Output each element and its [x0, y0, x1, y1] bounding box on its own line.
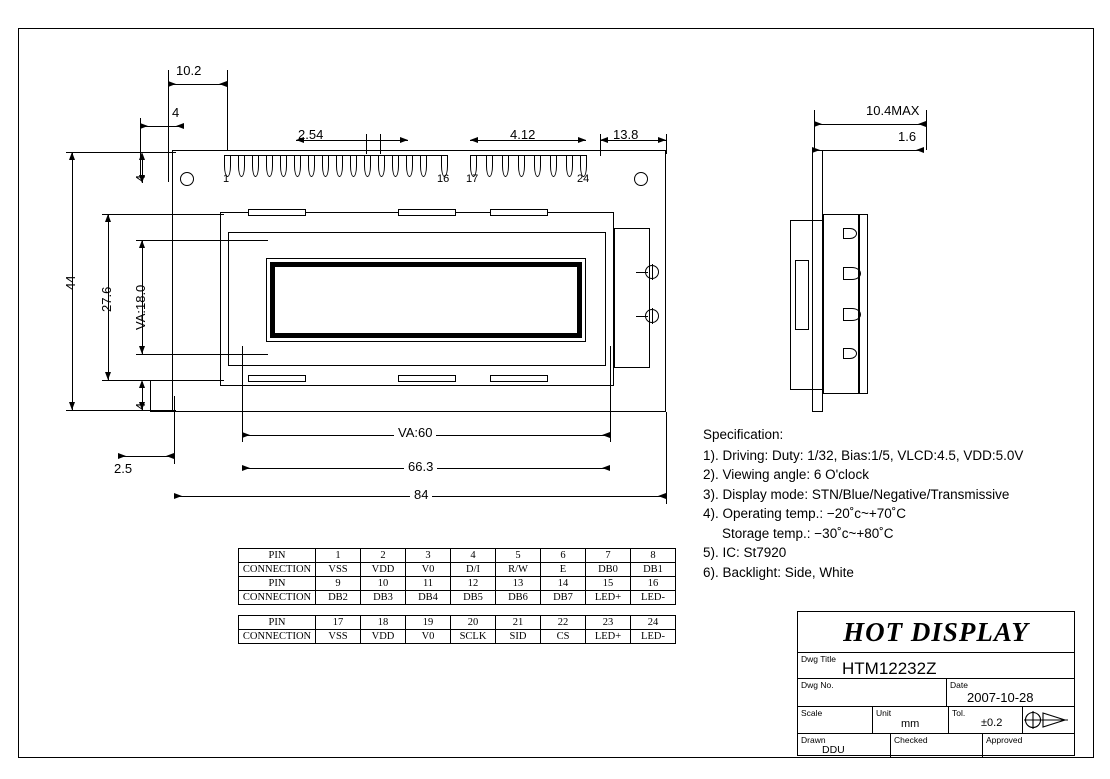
pin-table-2-r1-label: PIN	[239, 616, 316, 630]
pin-19	[502, 155, 509, 177]
viewing-area-active	[270, 262, 582, 338]
dim-label-2-5: 2.5	[114, 461, 133, 476]
pin-table-1-r2-c7: DB0	[586, 563, 631, 577]
screw-cross-upper	[652, 264, 653, 280]
pin-table-block-2	[238, 615, 676, 644]
spec-item-6-text: IC: St7920	[722, 545, 787, 560]
date-caption: Date	[950, 680, 968, 690]
arrow-4-top-left	[140, 123, 148, 129]
pin-table-1-r2-c1: VSS	[316, 563, 361, 577]
pin-table-2-r2-c8: LED-	[631, 630, 676, 644]
pin-18	[486, 155, 493, 177]
pin-6	[294, 155, 301, 177]
spec-item-2	[703, 465, 1023, 485]
side-view-glass	[795, 260, 809, 330]
pin-table-1-r3-c5: 13	[496, 577, 541, 591]
specification-block	[703, 425, 1023, 582]
bezel-slot-bottom-left	[248, 375, 306, 382]
mounting-hole-right	[634, 172, 648, 186]
table-row	[239, 549, 676, 563]
arrow-27-6-top	[105, 214, 111, 222]
arrow-2-5-right	[166, 453, 174, 459]
pin-7	[308, 155, 315, 177]
pin-10	[350, 155, 357, 177]
dwg-title-caption: Dwg Title	[801, 654, 836, 664]
pin-table-1-r1-c5: 5	[496, 549, 541, 563]
bezel-slot-top-left	[248, 209, 306, 216]
pin-20	[518, 155, 525, 177]
spec-item-5	[703, 524, 1023, 544]
table-row	[239, 577, 676, 591]
screw-lead-lower	[636, 316, 648, 317]
arrow-66-3-left	[242, 465, 250, 471]
arrow-4-bottom-top	[139, 380, 145, 388]
ext-line-13-8-left	[600, 134, 601, 156]
pin-table-1-r1-c1: 1	[316, 549, 361, 563]
pin-table-2-r1-c5: 21	[496, 616, 541, 630]
bezel-slot-bottom-mid	[398, 375, 456, 382]
pin-table-1-r2-c2: VDD	[361, 563, 406, 577]
pin-table-1-r1-c7: 7	[586, 549, 631, 563]
ext-line-27-6-top	[102, 214, 224, 215]
drawn-caption: Drawn	[801, 735, 826, 745]
pin-23	[566, 155, 573, 177]
side-view-pin-lower	[843, 308, 861, 321]
dim-label-10-4max: 10.4MAX	[866, 103, 920, 118]
pin-table-1-r3-c3: 11	[406, 577, 451, 591]
pin-15	[420, 155, 427, 177]
arrow-2-5-left	[118, 453, 126, 459]
pin-table-1-r4-label: CONNECTION	[239, 591, 316, 605]
table-row	[239, 563, 676, 577]
spec-item-2-num: 2).	[703, 467, 719, 482]
pin-table-1-r2-c5: R/W	[496, 563, 541, 577]
pin-table-2-r2-c6: CS	[541, 630, 586, 644]
pin-table-1-r4-c1: DB2	[316, 591, 361, 605]
ext-line-10-4-right	[926, 110, 927, 150]
pin-table-1-r3-label: PIN	[239, 577, 316, 591]
arrow-1-6-left	[812, 147, 820, 153]
backlight-block-right	[614, 228, 650, 368]
arrow-va18-top	[139, 240, 145, 248]
screw-cross-lower	[652, 308, 653, 324]
arrow-va18-bottom	[139, 346, 145, 354]
ext-line-27-6-bottom	[102, 380, 224, 381]
pin-table-2-r2-c3: V0	[406, 630, 451, 644]
arrow-84-left	[174, 493, 182, 499]
pin-table-1-r2-c8: DB1	[631, 563, 676, 577]
spec-item-6-num: 5).	[703, 545, 719, 560]
ext-line-13-8-right	[666, 134, 667, 154]
pin-table-1-r2-label: CONNECTION	[239, 563, 316, 577]
dim-label-va60: VA:60	[394, 426, 436, 439]
dim-label-84: 84	[410, 488, 432, 501]
dim-label-4-12: 4.12	[510, 127, 536, 142]
title-block-cell-approved	[982, 734, 1074, 758]
ext-line-44-top	[66, 152, 176, 153]
table-row	[239, 630, 676, 644]
title-block-row-dwg-no	[798, 679, 1074, 707]
title-block-row-scale	[798, 707, 1074, 734]
pin-4	[266, 155, 273, 177]
arrow-66-3-right	[602, 465, 610, 471]
pin-table-2-r2-c1: VSS	[316, 630, 361, 644]
spec-item-4	[703, 504, 1023, 524]
arrow-10-2-right	[219, 81, 227, 87]
spec-item-3-num: 3).	[703, 486, 719, 502]
dim-label-66-3: 66.3	[404, 460, 437, 473]
ext-line-va60-right	[610, 346, 611, 442]
ext-line-4-top	[140, 118, 141, 178]
pin-number-1: 1	[223, 173, 230, 185]
title-block-cell-tol	[948, 707, 1022, 733]
side-view-pin-upper	[843, 267, 861, 280]
date-value: 2007-10-28	[967, 690, 1034, 705]
ext-line-10-4-left	[814, 110, 815, 150]
pin-table-2-r2-c2: VDD	[361, 630, 406, 644]
pin-table-1-r3-c7: 15	[586, 577, 631, 591]
spec-item-7-text: Backlight: Side, White	[722, 564, 854, 580]
spec-item-1	[703, 446, 1023, 466]
pin-table-block-1	[238, 548, 676, 605]
arrow-va60-right	[602, 432, 610, 438]
title-block-cell-checked	[890, 734, 982, 758]
arrow-va60-left	[242, 432, 250, 438]
dim-label-27-6: 27.6	[99, 286, 114, 312]
ext-line-2-54-b	[380, 134, 381, 154]
pin-table-1-r3-c4: 12	[451, 577, 496, 591]
spec-item-1-text: Driving: Duty: 1/32, Bias:1/5, VLCD:4.5, VDD:5.0V	[722, 447, 1024, 463]
tol-caption: Tol.	[952, 708, 966, 718]
dim-label-2-54: 2.54	[298, 127, 324, 142]
arrow-4-top-right	[176, 123, 184, 129]
drawn-value: DDU	[822, 744, 845, 756]
spec-item-5-text: Storage temp.: −30˚c~+80˚C	[722, 525, 894, 541]
arrow-4-12-left	[470, 137, 478, 143]
pin-2	[238, 155, 245, 177]
pin-table-2-r2-c5: SID	[496, 630, 541, 644]
arrow-2-54-right	[400, 137, 408, 143]
pin-8	[322, 155, 329, 177]
module-tab-left	[150, 380, 196, 412]
side-view-module-body	[823, 214, 859, 394]
dim-line-10-4	[814, 124, 926, 125]
pin-table-1-r2-c6: E	[541, 563, 586, 577]
title-block-cell-date	[946, 679, 1074, 706]
pin-5	[280, 155, 287, 177]
dim-label-13-8: 13.8	[613, 127, 639, 142]
title-block-cell-projection	[1022, 707, 1074, 733]
ext-line-10-2-right	[227, 70, 228, 150]
spec-item-4-num: 4).	[703, 506, 719, 521]
side-view-pin-bottom	[843, 348, 857, 359]
screw-lead-upper	[636, 272, 648, 273]
brand-name: HOT DISPLAY	[798, 612, 1074, 653]
dwg-title-value: HTM12232Z	[842, 659, 937, 678]
spec-item-2-text: Viewing angle: 6 O'clock	[722, 467, 869, 482]
pin-table-1-r1-c4: 4	[451, 549, 496, 563]
spec-item-7-num: 6).	[703, 564, 719, 580]
arrow-84-right	[658, 493, 666, 499]
dim-label-44: 44	[63, 275, 78, 290]
pin-table-1-r3-c1: 9	[316, 577, 361, 591]
table-row	[239, 591, 676, 605]
pin-table-1-r3-c2: 10	[361, 577, 406, 591]
ext-line-2-5	[174, 396, 175, 464]
spec-item-7	[703, 563, 1023, 583]
pin-table-2-r1-c4: 20	[451, 616, 496, 630]
dim-label-va18: VA:18.0	[133, 284, 148, 330]
pin-table-1-r4-c3: DB4	[406, 591, 451, 605]
arrow-27-6-bottom	[105, 372, 111, 380]
pin-table-2-r2-c7: LED+	[586, 630, 631, 644]
unit-caption: Unit	[876, 708, 892, 718]
pin-table-1-r2-c4: D/I	[451, 563, 496, 577]
mounting-hole-left	[180, 172, 194, 186]
pin-table-2-r1-c6: 22	[541, 616, 586, 630]
ext-line-44-bottom	[66, 410, 176, 411]
pin-table-2-r1-c3: 19	[406, 616, 451, 630]
spec-item-1-num: 1).	[703, 447, 719, 463]
approved-caption: Approved	[986, 735, 1023, 745]
pin-21	[534, 155, 541, 177]
projection-symbol-icon	[1024, 710, 1068, 730]
dim-label-10-2: 10.2	[176, 63, 202, 78]
pin-9	[336, 155, 343, 177]
pin-13	[392, 155, 399, 177]
pin-table-2-r2-c4: SCLK	[451, 630, 496, 644]
arrow-4-12-right	[578, 137, 586, 143]
table-row	[239, 616, 676, 630]
ext-line-84-right	[666, 412, 667, 504]
ext-line-va18-top	[136, 240, 268, 241]
bezel-slot-top-right	[490, 209, 548, 216]
dim-label-4-top: 4	[172, 105, 180, 120]
pin-table-2-r1-c7: 23	[586, 616, 631, 630]
title-block-row-dwg-title	[798, 653, 1074, 679]
pin-table-2-r1-c8: 24	[631, 616, 676, 630]
pin-table-1-r4-c5: DB6	[496, 591, 541, 605]
arrow-13-8-left	[600, 137, 608, 143]
pin-table-1-r4-c8: LED-	[631, 591, 676, 605]
pin-table-1-r1-c6: 6	[541, 549, 586, 563]
checked-caption: Checked	[894, 735, 928, 745]
dim-label-1-6: 1.6	[898, 129, 917, 144]
pin-14	[406, 155, 413, 177]
pin-table-2-r1-c2: 18	[361, 616, 406, 630]
spec-item-3-text: Display mode: STN/Blue/Negative/Transmissive	[722, 486, 1010, 502]
bezel-slot-bottom-right	[490, 375, 548, 382]
spec-item-4-text: Operating temp.: −20˚c~+70˚C	[722, 506, 907, 521]
spec-item-6	[703, 543, 1023, 563]
unit-value: mm	[901, 718, 920, 730]
scale-caption: Scale	[801, 708, 823, 718]
dim-line-1-6	[812, 150, 924, 151]
bezel-slot-top-mid	[398, 209, 456, 216]
pin-table-1-r1-c8: 8	[631, 549, 676, 563]
arrow-10-4-left	[814, 121, 822, 127]
pin-12	[378, 155, 385, 177]
pin-table-2-r1-c1: 17	[316, 616, 361, 630]
dim-label-4-left: 4	[133, 174, 148, 182]
pin-number-24: 24	[577, 173, 590, 185]
pin-table-1-r4-c6: DB7	[541, 591, 586, 605]
pin-table-1-r1-c2: 2	[361, 549, 406, 563]
pin-table-1-r3-c6: 14	[541, 577, 586, 591]
pin-22	[550, 155, 557, 177]
pin-table-1-r2-c3: V0	[406, 563, 451, 577]
dwg-no-caption: Dwg No.	[801, 680, 834, 690]
arrow-13-8-right	[658, 137, 666, 143]
side-view-pin-top	[843, 228, 857, 239]
pin-number-17: 17	[466, 173, 479, 185]
title-block-row-drawn	[798, 734, 1074, 758]
pin-table-1-r3-c8: 16	[631, 577, 676, 591]
ext-line-2-54-a	[366, 134, 367, 154]
pin-table-2-r2-label: CONNECTION	[239, 630, 316, 644]
pin-table-1-r4-c7: LED+	[586, 591, 631, 605]
pin-3	[252, 155, 259, 177]
side-view-backlight-edge	[859, 214, 868, 394]
arrow-10-2-left	[168, 81, 176, 87]
pin-table-1-r1-c3: 3	[406, 549, 451, 563]
pin-number-16: 16	[437, 173, 450, 185]
arrow-1-6-right	[916, 147, 924, 153]
pin-11	[364, 155, 371, 177]
arrow-44-top	[69, 152, 75, 160]
title-block-cell-unit	[872, 707, 948, 733]
dim-label-4-bottom: 4	[133, 402, 148, 410]
arrow-4-left-top	[139, 152, 145, 160]
pin-table-1-r1-label: PIN	[239, 549, 316, 563]
pin-table-1-r4-c4: DB5	[451, 591, 496, 605]
spec-item-3	[703, 485, 1023, 505]
specification-heading: Specification:	[703, 427, 784, 442]
arrow-10-4-right	[918, 121, 926, 127]
tol-value: ±0.2	[981, 717, 1003, 729]
arrow-44-bottom	[69, 402, 75, 410]
title-block	[797, 611, 1075, 756]
ext-line-va60-left	[242, 346, 243, 442]
ext-line-va18-bottom	[136, 354, 268, 355]
pin-table-1-r4-c2: DB3	[361, 591, 406, 605]
